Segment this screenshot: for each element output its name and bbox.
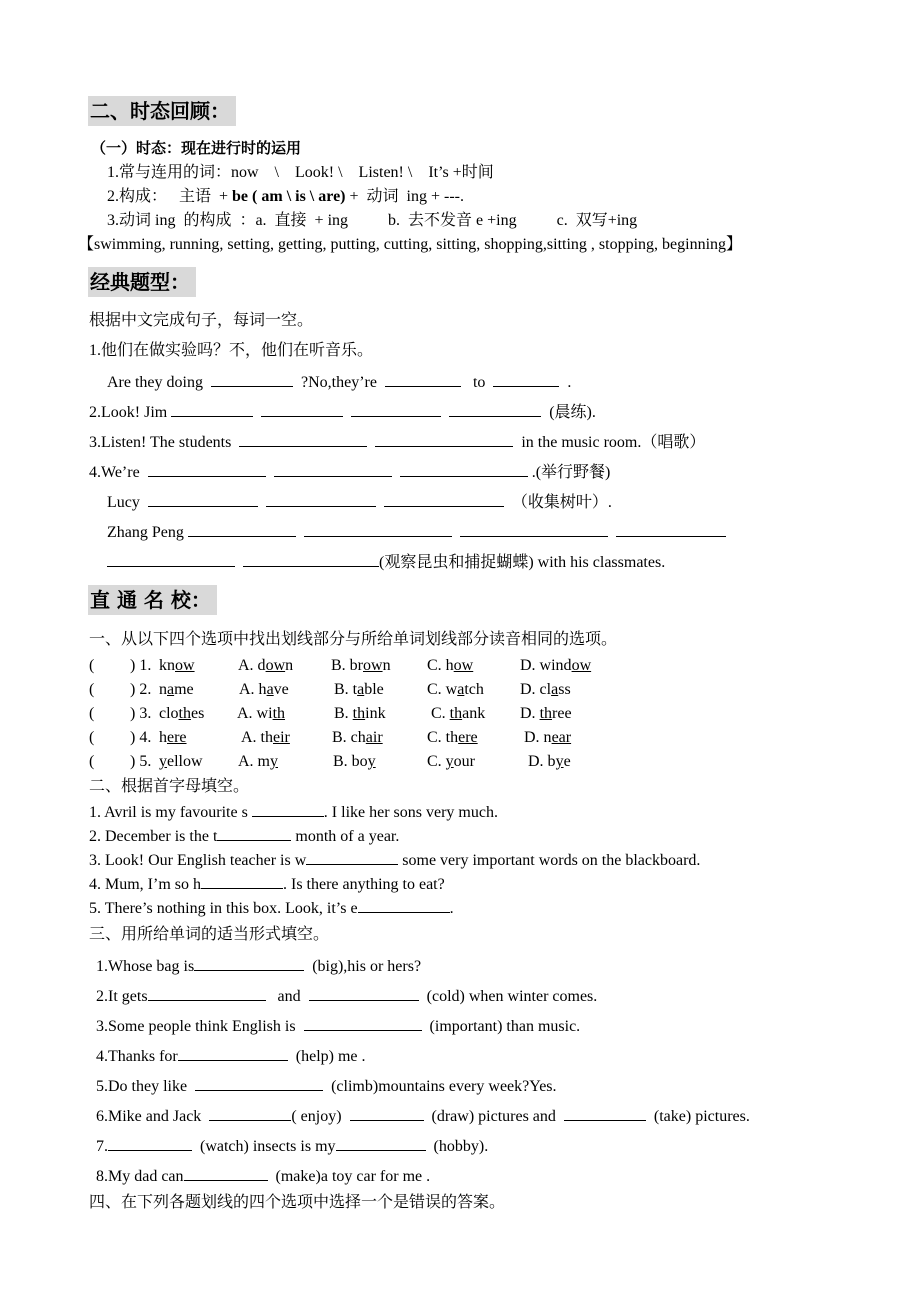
g6-text-a: 6.Mike and Jack [96, 1108, 202, 1125]
grammar-6 [96, 1105, 750, 1127]
question-3-line [89, 431, 705, 453]
word-part: ellow [167, 753, 203, 770]
word-part: n [159, 681, 167, 698]
question-2-line [89, 401, 596, 423]
question-1-chinese: 1.他们在做实验吗？不，他们在听音乐。 [89, 342, 374, 359]
fill-letter-3 [89, 849, 700, 871]
q1-text-d: . [567, 374, 572, 391]
section-heading-classic-questions: 经典题型： [88, 267, 196, 297]
word-part: A. th [241, 729, 273, 746]
word-part: A. h [239, 681, 267, 698]
answer-blank[interactable] [304, 1015, 422, 1031]
answer-blank[interactable] [171, 401, 253, 417]
phonics-question-number: ) 4. [130, 729, 156, 746]
answer-blank[interactable] [306, 849, 398, 865]
word-part: D. b [528, 753, 556, 770]
answer-blank[interactable] [400, 461, 528, 477]
grammar-5 [96, 1075, 557, 1097]
phonics-question-number: ) 1. [130, 657, 156, 674]
underlined-part: ear [551, 729, 572, 746]
word-part: B. [334, 705, 353, 722]
underlined-part: th [352, 705, 366, 722]
answer-blank[interactable] [148, 985, 266, 1001]
phonics-target-word [159, 752, 203, 772]
phonics-option-d[interactable] [524, 728, 571, 748]
grammar-2 [96, 985, 597, 1007]
answer-blank[interactable] [350, 1105, 424, 1121]
word-part: clo [159, 705, 179, 722]
word-part: n [382, 657, 391, 674]
answer-blank[interactable] [201, 873, 283, 889]
q4-text-b: .(举行野餐) [531, 464, 611, 481]
f3-text-b: some very important words on the blackboard. [398, 852, 701, 869]
q2-text-b: (晨练). [549, 404, 596, 421]
answer-paren[interactable]: ( [89, 753, 95, 770]
phonics-question-number: ) 5. [130, 753, 156, 770]
word-part: C. w [427, 681, 458, 698]
answer-blank[interactable] [493, 371, 559, 387]
answer-blank[interactable] [217, 825, 291, 841]
rule-line-2 [107, 187, 464, 207]
q1-text-a: Are they doing [107, 374, 203, 391]
answer-blank[interactable] [184, 1165, 268, 1181]
q4-text-e: Zhang Peng [107, 524, 184, 541]
answer-blank[interactable] [375, 431, 513, 447]
word-part: C. [431, 705, 450, 722]
g6-text-c: (draw) pictures and [431, 1108, 556, 1125]
underlined-part: y [555, 753, 564, 770]
rule-2-be-forms: be ( am \ is \ are) [232, 188, 346, 205]
answer-paren[interactable]: ( [89, 729, 95, 746]
underlined-part: th [539, 705, 553, 722]
answer-blank[interactable] [195, 1075, 323, 1091]
word-part: ank [462, 705, 486, 722]
word-part: B. ch [332, 729, 366, 746]
g2-text-b: and [277, 988, 301, 1005]
g7-text-b: (watch) insects is my [200, 1138, 336, 1155]
g5-text-b: (climb)mountains every week?Yes. [331, 1078, 557, 1095]
underlined-part: y [367, 753, 376, 770]
part-1-instruction: 一、从以下四个选项中找出划线部分与所给单词划线部分读音相同的选项。 [89, 631, 618, 648]
fill-letter-2 [89, 825, 399, 847]
g1-text-a: 1.Whose bag is [96, 958, 195, 975]
instruction-complete-sentences: 根据中文完成句子，每词一空。 [89, 312, 314, 329]
g5-text-a: 5.Do they like [96, 1078, 188, 1095]
underlined-part: ere [458, 729, 478, 746]
answer-blank[interactable] [460, 521, 608, 537]
g8-text-b: (make)a toy car for me . [275, 1168, 431, 1185]
underlined-part: a [551, 681, 559, 698]
ing-examples: 【swimming, running, setting, getting, putting, cutting, sitting, shopping,sitting , stopping, beginning】 [78, 236, 743, 253]
word-part: B. br [331, 657, 363, 674]
answer-paren[interactable]: ( [89, 681, 95, 698]
f2-text-b: month of a year. [291, 828, 400, 845]
answer-blank[interactable] [274, 461, 392, 477]
phonics-target-word [159, 704, 204, 724]
underlined-part: y [270, 753, 278, 770]
g1-text-b: (big),his or hers? [312, 958, 422, 975]
q1-text-c: to [472, 374, 486, 391]
phonics-option-a[interactable] [237, 704, 285, 724]
phonics-option-b[interactable] [332, 728, 383, 748]
underlined-part: ow [175, 657, 195, 674]
underlined-part: y [159, 753, 167, 770]
answer-blank[interactable] [239, 431, 367, 447]
underlined-part: a [357, 681, 365, 698]
answer-blank[interactable] [449, 401, 541, 417]
underlined-part: air [365, 729, 383, 746]
answer-blank[interactable] [252, 801, 324, 817]
f1-text-a: 1. Avril is my favourite s [89, 804, 252, 821]
question-4-line-4 [107, 551, 665, 573]
fill-letter-5 [89, 897, 454, 919]
g7-text-a: 7. [96, 1138, 108, 1155]
answer-paren[interactable]: ( [89, 705, 95, 722]
word-part: B. t [334, 681, 358, 698]
rule-line-3: 3.动词 ing 的构成 ：a. 直接 + ing b. 去不发音 e +ing c. 双写+ing [107, 212, 638, 229]
answer-blank[interactable] [243, 551, 379, 567]
underlined-part: y [445, 753, 454, 770]
underlined-part: ow [363, 657, 383, 674]
subheading-present-continuous: （一）时态：现在进行时的运用 [91, 139, 302, 157]
phonics-option-c[interactable] [427, 656, 473, 676]
question-1-line [107, 371, 571, 393]
word-part: ss [558, 681, 571, 698]
grammar-1 [96, 955, 421, 977]
answer-blank[interactable] [178, 1045, 288, 1061]
word-part: D. n [524, 729, 552, 746]
f3-text-a: 3. Look! Our English teacher is w [89, 852, 307, 869]
g6-text-d: (take) pictures. [653, 1108, 750, 1125]
answer-blank[interactable] [194, 955, 304, 971]
g7-text-c: (hobby). [433, 1138, 489, 1155]
word-part: D. [520, 705, 540, 722]
phonics-question-number: ) 2. [130, 681, 156, 698]
answer-blank[interactable] [336, 1135, 426, 1151]
g8-text-a: 8.My dad can [96, 1168, 184, 1185]
f5-text-b: . [449, 900, 454, 917]
phonics-option-a[interactable] [238, 656, 293, 676]
g2-text-c: (cold) when winter comes. [426, 988, 598, 1005]
underlined-part: ow [265, 657, 286, 674]
question-4-line-2 [107, 491, 612, 513]
q3-text-b: in the music room.（唱歌） [521, 434, 706, 451]
q1-text-b: ?No,they’re [300, 374, 377, 391]
g4-text-a: 4.Thanks for [96, 1048, 178, 1065]
rule-2-prefix: 2.构成： 主语 + [107, 188, 233, 205]
grammar-8 [96, 1165, 430, 1187]
answer-blank[interactable] [616, 521, 726, 537]
section-heading-top-schools: 直 通 名 校： [88, 585, 217, 615]
word-part: me [174, 681, 194, 698]
q4-text-f: (观察昆虫和捕捉蝴蝶) with his classmates. [379, 554, 666, 571]
phonics-option-c[interactable] [427, 728, 478, 748]
answer-blank[interactable] [211, 371, 293, 387]
phonics-question-number: ) 3. [130, 705, 156, 722]
phonics-option-b[interactable] [333, 752, 376, 772]
answer-blank[interactable] [148, 461, 266, 477]
fill-letter-1 [89, 801, 498, 823]
word-part: ble [364, 681, 384, 698]
phonics-target-word [159, 728, 187, 748]
phonics-option-c[interactable] [431, 704, 485, 724]
underlined-part: a [266, 681, 274, 698]
underlined-part: th [449, 705, 463, 722]
answer-blank[interactable] [108, 1135, 192, 1151]
word-part: n [285, 657, 294, 674]
word-part: our [453, 753, 475, 770]
underlined-part: eir [273, 729, 290, 746]
word-part: C. th [427, 729, 459, 746]
g4-text-b: (help) me . [295, 1048, 366, 1065]
f4-text-a: 4. Mum, I’m so h [89, 876, 201, 893]
word-part: D. cl [520, 681, 552, 698]
phonics-option-d[interactable] [520, 656, 591, 676]
word-part: ve [273, 681, 289, 698]
answer-blank[interactable] [385, 371, 461, 387]
word-part: A. d [238, 657, 266, 674]
word-part: tch [464, 681, 484, 698]
q4-text-d: （收集树叶）. [511, 494, 612, 511]
phonics-option-c[interactable] [427, 752, 475, 772]
answer-blank[interactable] [309, 985, 419, 1001]
word-part: A. wi [237, 705, 273, 722]
f2-text-a: 2. December is the t [89, 828, 218, 845]
phonics-option-d[interactable] [528, 752, 571, 772]
word-part: e [563, 753, 571, 770]
rule-2-suffix: + 动词 ing + ---. [345, 188, 464, 205]
phonics-target-word [159, 656, 195, 676]
word-part: ree [552, 705, 572, 722]
underlined-part: th [272, 705, 286, 722]
phonics-option-b[interactable] [334, 704, 386, 724]
g3-text-b: (important) than music. [429, 1018, 581, 1035]
answer-blank[interactable] [304, 521, 452, 537]
f1-text-b: . I like her sons very much. [323, 804, 498, 821]
phonics-option-a[interactable] [239, 680, 289, 700]
q3-text-a: 3.Listen! The students [89, 434, 232, 451]
phonics-option-c[interactable] [427, 680, 484, 700]
question-4-line-1 [89, 461, 610, 483]
g6-text-b: ( enjoy) [291, 1108, 342, 1125]
rule-line-1: 1.常与连用的词：now \ Look! \ Listen! \ It’s +时间 [107, 164, 494, 181]
question-4-line-3 [107, 521, 726, 543]
phonics-option-a[interactable] [238, 752, 278, 772]
word-part: es [191, 705, 205, 722]
grammar-3 [96, 1015, 580, 1037]
phonics-target-word [159, 680, 194, 700]
fill-letter-4 [89, 873, 445, 895]
q4-text-c: Lucy [107, 494, 140, 511]
part-3-instruction: 三、用所给单词的适当形式填空。 [89, 926, 330, 943]
answer-blank[interactable] [384, 491, 504, 507]
answer-blank[interactable] [564, 1105, 646, 1121]
answer-blank[interactable] [261, 401, 343, 417]
answer-blank[interactable] [358, 897, 450, 913]
word-part: ink [365, 705, 386, 722]
underlined-part: th [178, 705, 191, 722]
answer-blank[interactable] [188, 521, 296, 537]
underlined-part: ow [571, 657, 592, 674]
word-part: A. m [238, 753, 270, 770]
answer-blank[interactable] [351, 401, 441, 417]
q4-text-a: 4.We’re [89, 464, 140, 481]
word-part: C. h [427, 657, 454, 674]
answer-blank[interactable] [266, 491, 376, 507]
phonics-option-a[interactable] [241, 728, 290, 748]
underlined-part: a [457, 681, 465, 698]
word-part: C. [427, 753, 446, 770]
phonics-option-b[interactable] [334, 680, 384, 700]
answer-blank[interactable] [107, 551, 235, 567]
g2-text-a: 2.It gets [96, 988, 148, 1005]
underlined-part: a [167, 681, 175, 698]
underlined-part: ere [167, 729, 187, 746]
phonics-option-d[interactable] [520, 680, 571, 700]
answer-blank[interactable] [148, 491, 258, 507]
f5-text-a: 5. There’s nothing in this box. Look, it’s e [89, 900, 358, 917]
q2-text-a: 2.Look! Jim [89, 404, 168, 421]
section-heading-tense-review: 二、时态回顾： [88, 96, 236, 126]
part-2-instruction: 二、根据首字母填空。 [89, 778, 250, 795]
phonics-option-d[interactable] [520, 704, 572, 724]
word-part: B. bo [333, 753, 368, 770]
answer-paren[interactable]: ( [89, 657, 95, 674]
grammar-7 [96, 1135, 488, 1157]
f4-text-b: . Is there anything to eat? [283, 876, 445, 893]
answer-blank[interactable] [209, 1105, 291, 1121]
word-part: h [159, 729, 167, 746]
phonics-option-b[interactable] [331, 656, 391, 676]
word-part: kn [159, 657, 175, 674]
part-4-instruction: 四、在下列各题划线的四个选项中选择一个是错误的答案。 [89, 1194, 506, 1211]
g3-text-a: 3.Some people think English is [96, 1018, 296, 1035]
grammar-4 [96, 1045, 366, 1067]
word-part: D. wind [520, 657, 572, 674]
underlined-part: ow [453, 657, 474, 674]
